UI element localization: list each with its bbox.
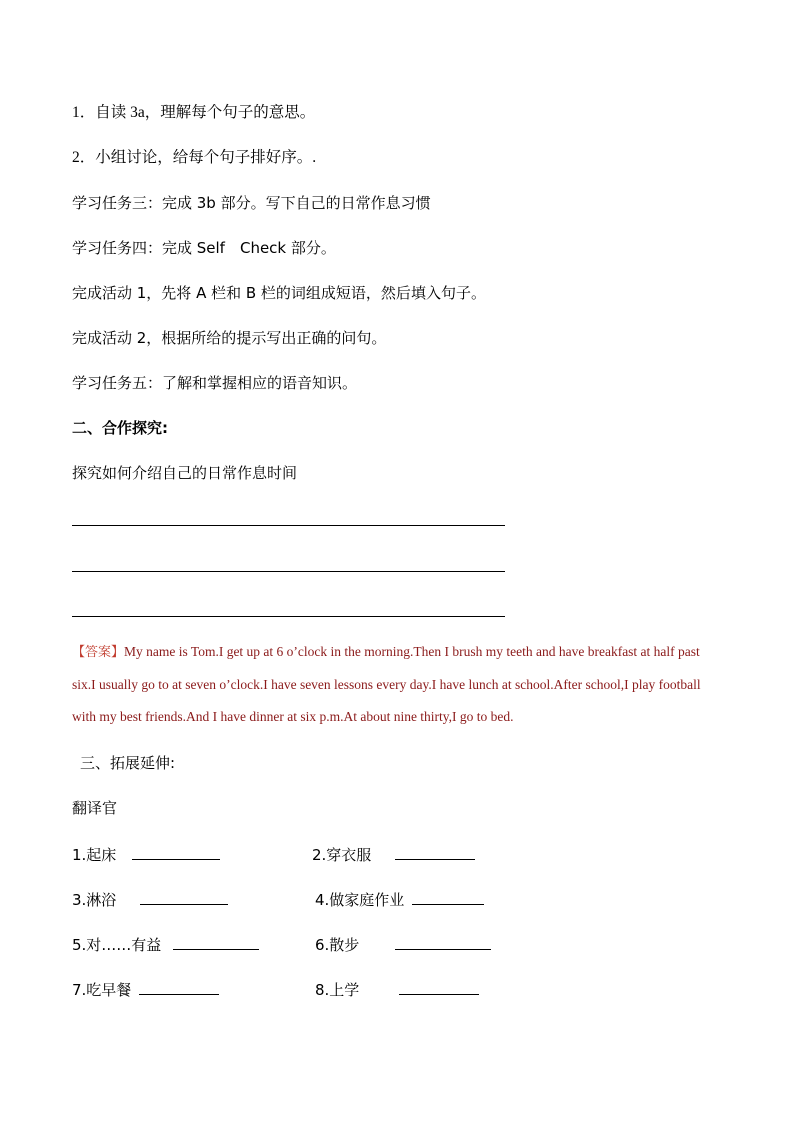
section-3-subheading: 翻译官 — [72, 799, 118, 817]
learning-task-5: 学习任务五：了解和掌握相应的语音知识。 — [72, 374, 358, 392]
activity-2: 完成活动 2，根据所给的提示写出正确的问句。 — [72, 329, 387, 347]
fill-blank[interactable] — [412, 888, 484, 905]
answer-line-3 — [72, 616, 505, 617]
fill-blank[interactable] — [399, 978, 479, 995]
answer-line-1 — [72, 525, 505, 526]
translation-item-5 — [72, 933, 259, 955]
item-label: 4.做家庭作业 — [315, 891, 405, 909]
fill-blank[interactable] — [140, 888, 228, 905]
answer-tag: 【答案】 — [72, 645, 125, 660]
task-step-2: 2．小组讨论，给每个句子排好序。. — [72, 149, 317, 166]
section-3-heading: 三、拓展延伸: — [80, 754, 176, 772]
section-2-prompt: 探究如何介绍自己的日常作息时间 — [72, 464, 298, 482]
task-step-1: 1．自读 3a，理解每个句子的意思。 — [72, 104, 316, 121]
answer-block — [72, 636, 722, 733]
learning-task-3: 学习任务三：完成 3b 部分。写下自己的日常作息习惯 — [72, 194, 431, 212]
fill-blank[interactable] — [139, 978, 219, 995]
section-2-heading: 二、合作探究: — [72, 419, 168, 437]
item-label: 7.吃早餐 — [72, 981, 132, 999]
translation-item-7 — [72, 978, 219, 1000]
translation-item-1 — [72, 843, 220, 865]
fill-blank[interactable] — [173, 933, 259, 950]
item-label: 6.散步 — [315, 936, 360, 954]
translation-item-2 — [312, 843, 475, 865]
fill-blank[interactable] — [132, 843, 220, 860]
translation-item-6 — [315, 933, 491, 955]
translation-item-4 — [315, 888, 484, 910]
learning-task-4: 学习任务四：完成 Self Check 部分。 — [72, 239, 336, 257]
item-label: 5.对……有益 — [72, 936, 162, 954]
item-label: 8.上学 — [315, 981, 360, 999]
translation-item-8 — [315, 978, 479, 1000]
answer-text: My name is Tom.I get up at 6 o’clock in the morning.Then I brush my teeth and have breakfast at half past six.I usually go to at seven o’clock.I have seven lessons every day.I have lunch at school.After school,I play football with my best friends.And I have dinner at six p.m.At about nine thirty,I go to bed. — [72, 644, 701, 724]
fill-blank[interactable] — [395, 933, 491, 950]
item-label: 3.淋浴 — [72, 891, 117, 909]
translation-item-3 — [72, 888, 228, 910]
item-label: 1.起床 — [72, 846, 117, 864]
item-label: 2.穿衣服 — [312, 846, 372, 864]
answer-line-2 — [72, 571, 505, 572]
activity-1: 完成活动 1，先将 A 栏和 B 栏的词组成短语，然后填入句子。 — [72, 284, 486, 302]
fill-blank[interactable] — [395, 843, 475, 860]
